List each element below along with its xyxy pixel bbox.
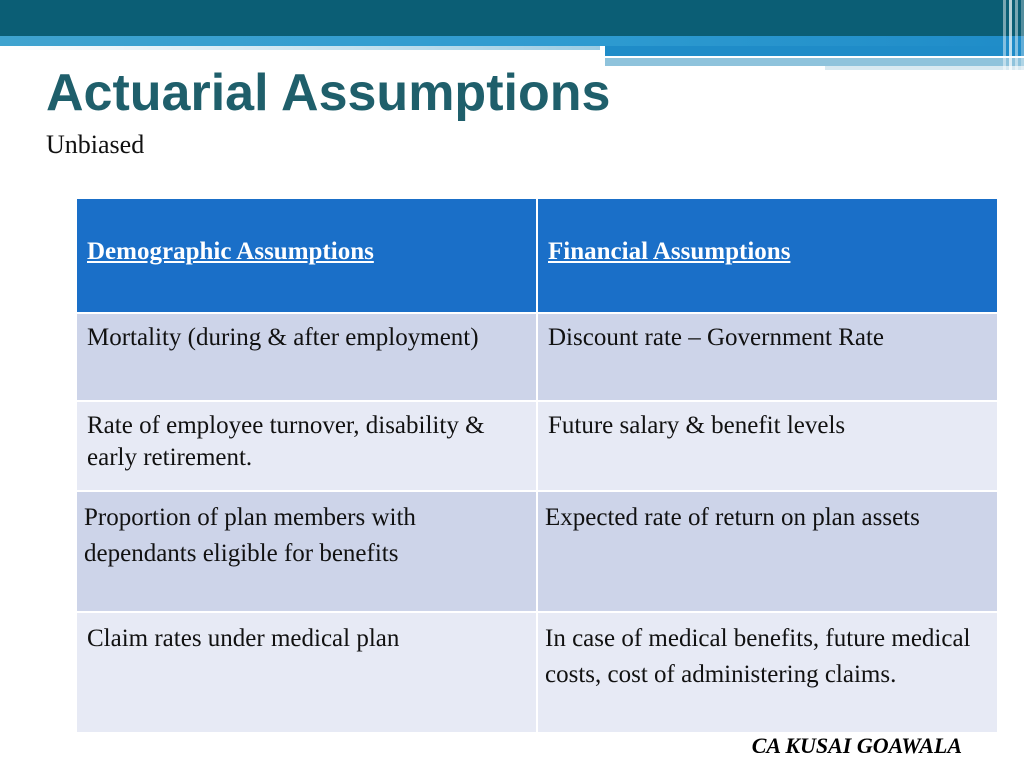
table-row (77, 401, 998, 491)
cell-financial: In case of medical benefits, future medical costs, cost of administering claims. (537, 612, 998, 733)
slide-subtitle: Unbiased (46, 130, 145, 159)
cell-demographic: Rate of employee turnover, disability & early retirement. (77, 401, 537, 491)
header-financial: Financial Assumptions (537, 199, 998, 313)
cell-financial: Expected rate of return on plan assets (537, 491, 998, 612)
header-band-light (0, 36, 1024, 46)
author-footer: CA KUSAI GOAWALA (751, 733, 962, 758)
cell-financial: Discount rate – Government Rate (537, 313, 998, 401)
table-row (77, 491, 998, 612)
slide-title: Actuarial Assumptions (46, 64, 611, 122)
table-row (77, 612, 998, 733)
cell-demographic: Mortality (during & after employment) (77, 313, 537, 401)
header-vertical-bars (994, 0, 1024, 70)
table-header-row (77, 199, 998, 313)
header-demographic: Demographic Assumptions (77, 199, 537, 313)
cell-financial: Future salary & benefit levels (537, 401, 998, 491)
header-band-white-line (830, 56, 950, 58)
cell-demographic: Proportion of plan members with dependants eligible for benefits (77, 491, 537, 612)
header-band-dark (0, 0, 1024, 36)
header-band-stripe (0, 46, 600, 50)
assumptions-table (77, 199, 999, 734)
header-band-right-pale (605, 58, 1024, 66)
table-row (77, 313, 998, 401)
header-band-right-blue (605, 46, 1024, 56)
cell-demographic: Claim rates under medical plan (77, 612, 537, 733)
